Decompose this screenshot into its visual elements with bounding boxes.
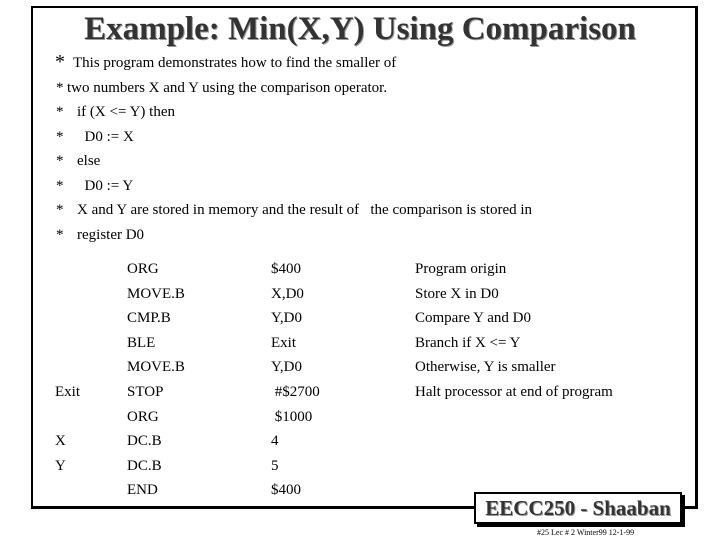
asm-label: X — [55, 433, 66, 450]
comment-line: D0 := Y — [77, 178, 134, 194]
asm-opcode: DC.B — [127, 457, 162, 474]
asm-label: Exit — [55, 384, 80, 400]
course-badge: EECC250 - Shaaban — [474, 492, 682, 524]
asm-operand: X,D0 — [271, 285, 304, 302]
comment-line: else — [77, 153, 101, 169]
comment-star: * — [56, 227, 64, 243]
asm-operand: $1000 — [271, 408, 313, 425]
asm-operand: 5 — [271, 457, 279, 474]
bullet-star: * — [55, 51, 65, 73]
slide-title: Example: Min(X,Y) Using Comparison — [84, 11, 636, 47]
asm-opcode: ORG — [127, 261, 159, 277]
asm-label: Y — [55, 457, 66, 474]
asm-operand: 4 — [271, 433, 279, 450]
asm-opcode: CMP.B — [127, 310, 171, 327]
asm-comment: Program origin — [415, 261, 507, 277]
comment-line: register D0 — [77, 227, 145, 243]
asm-operand: Exit — [271, 334, 296, 351]
asm-opcode: STOP — [127, 384, 164, 400]
asm-opcode: DC.B — [127, 433, 162, 450]
comment-line: D0 := X — [77, 129, 134, 145]
asm-operand: $400 — [271, 482, 301, 499]
asm-operand: Y,D0 — [271, 310, 302, 327]
comment-star: * — [56, 104, 64, 120]
comment-line: if (X <= Y) then — [77, 104, 176, 120]
intro-line: This program demonstrates how to find the smaller of — [73, 55, 397, 71]
asm-opcode: MOVE.B — [127, 359, 185, 376]
comment-line: two numbers X and Y using the comparison operator. — [67, 80, 388, 96]
asm-operand: Y,D0 — [271, 359, 302, 376]
asm-opcode: BLE — [127, 334, 156, 351]
asm-opcode: ORG — [127, 408, 159, 425]
asm-opcode: END — [127, 482, 158, 499]
comment-star: * — [56, 153, 64, 169]
comment-star: * — [56, 178, 64, 194]
asm-comment: Otherwise, Y is smaller — [415, 359, 556, 376]
asm-comment: Branch if X <= Y — [415, 334, 521, 351]
asm-comment: Halt processor at end of program — [415, 384, 613, 400]
asm-opcode: MOVE.B — [127, 285, 185, 302]
asm-operand: #$2700 — [271, 384, 320, 400]
comment-star: * — [56, 202, 64, 218]
asm-comment: Store X in D0 — [415, 285, 499, 302]
comment-star: * — [56, 129, 64, 145]
comment-line: X and Y are stored in memory and the result of the comparison is stored in — [77, 202, 533, 218]
slide-footer: #25 Lec # 2 Winter99 12-1-99 — [537, 528, 635, 537]
asm-operand: $400 — [271, 261, 301, 277]
asm-comment: Compare Y and D0 — [415, 310, 531, 327]
comment-star: * — [56, 80, 64, 96]
